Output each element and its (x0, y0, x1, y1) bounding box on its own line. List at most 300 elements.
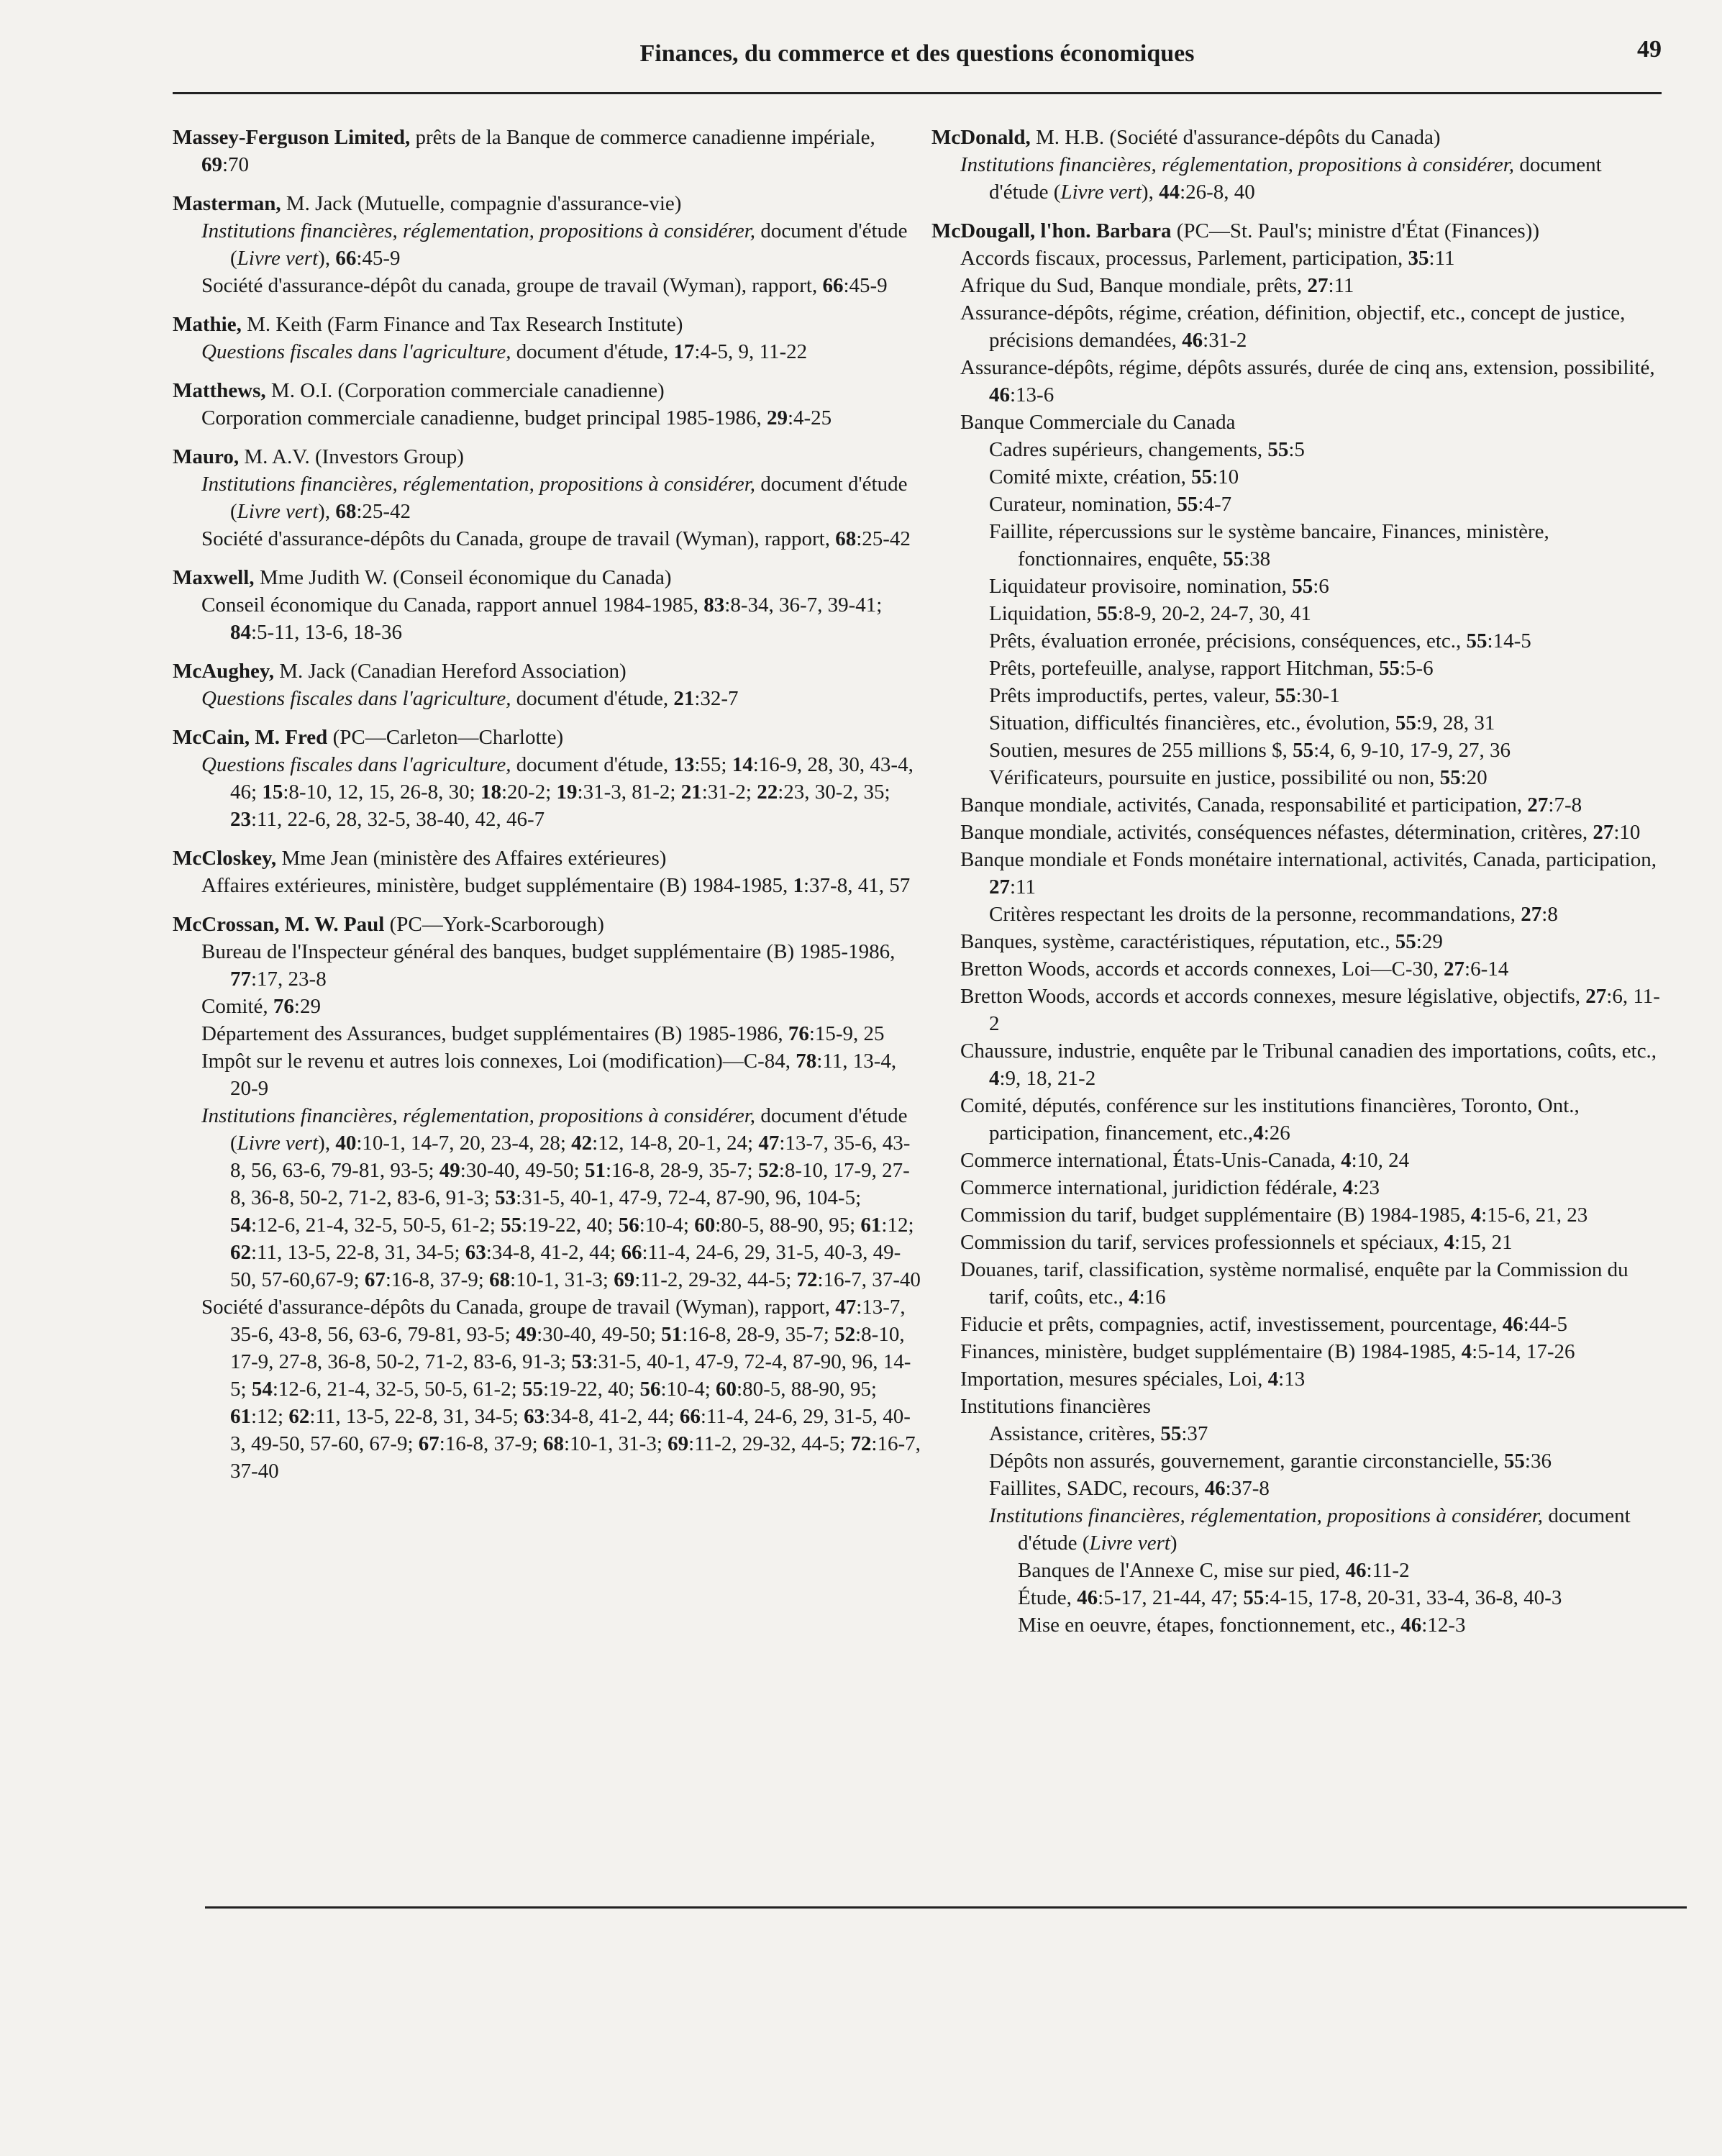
index-subentry (931, 1365, 1665, 1393)
entry-text: Faillite, répercussions sur le système bancaire, Finances, ministère, fonctionnaires, enquête, (989, 520, 1549, 570)
entry-text: :12; (251, 1405, 289, 1428)
entry-text: Banque Commerciale du Canada (960, 411, 1236, 434)
entry-text: Dépôts non assurés, gouvernement, garantie circonstancielle, (989, 1450, 1504, 1473)
index-subentry (931, 1420, 1665, 1447)
entry-text: :20-2; (501, 781, 557, 804)
index-subentry (931, 245, 1665, 272)
reference-number: 55 (1096, 602, 1118, 625)
entry-text: :30-40, 49-50; (537, 1323, 662, 1346)
entry-text: ), (318, 1132, 336, 1155)
entry-text: Prêts, évaluation erronée, précisions, conséquences, etc., (989, 629, 1467, 652)
index-subentry (173, 993, 921, 1020)
entry-text: :13-7, 35-6, 43-8, 56, 63-6, 79-81, 93-5; (230, 1132, 911, 1182)
entry-text: :4, 6, 9-10, 17-9, 27, 36 (1313, 739, 1511, 762)
reference-number: 27 (1444, 958, 1465, 981)
entry-text: :10, 24 (1351, 1149, 1410, 1172)
reference-number: 53 (571, 1350, 593, 1373)
entry-text: Mme Judith W. (Conseil économique du Canada) (254, 566, 672, 589)
entry-text: Mise en oeuvre, étapes, fonctionnement, etc., (1018, 1614, 1401, 1637)
index-subentry (931, 1256, 1665, 1311)
reference-number: 23 (230, 808, 251, 831)
entry-text: Commerce international, États-Unis-Canada, (960, 1149, 1341, 1172)
reference-number: 83 (703, 593, 725, 617)
index-subentry (173, 751, 921, 833)
entry-text: :80-5, 88-90, 95; (715, 1214, 861, 1237)
entry-text: Banques, système, caractéristiques, réputation, etc., (960, 930, 1395, 953)
reference-number: 60 (694, 1214, 716, 1237)
reference-number: 40 (335, 1132, 357, 1155)
index-subentry (931, 791, 1665, 819)
reference-number: 55 (1395, 711, 1416, 734)
entry-text: Bureau de l'Inspecteur général des banques, budget supplémentaire (B) 1985-1986, (201, 940, 896, 963)
reference-number: 27 (1585, 985, 1607, 1008)
index-subentry (931, 627, 1665, 655)
entry-text: Situation, difficultés financières, etc., évolution, (989, 711, 1395, 734)
reference-number: 51 (584, 1159, 606, 1182)
index-subentry (931, 1338, 1665, 1365)
reference-number: 55 (1223, 547, 1244, 570)
index-heading (173, 311, 921, 338)
entry-text: :11 (1010, 875, 1036, 899)
entry-text: Commission du tarif, budget supplémentaire (B) 1984-1985, (960, 1204, 1471, 1227)
reference-number: 55 (521, 1378, 543, 1401)
entry-text: :11-2, 29-32, 44-5; (634, 1268, 797, 1291)
index-subentry (931, 409, 1665, 436)
entry-text: document d'étude, (511, 687, 674, 710)
index-subentry (931, 1229, 1665, 1256)
reference-number: 52 (757, 1159, 779, 1182)
entry-text: :11, 13-5, 22-8, 31, 34-5; (251, 1241, 465, 1264)
bottom-rule (205, 1906, 1687, 1909)
index-subentry (931, 709, 1665, 737)
index-subentry (931, 299, 1665, 354)
reference-number: 55 (1292, 575, 1313, 598)
entry-text: :5 (1288, 438, 1305, 461)
entry-text: Département des Assurances, budget supplémentaires (B) 1985-1986, (201, 1022, 788, 1045)
entry-text: Institutions financières (960, 1395, 1151, 1418)
entry-text: document d'étude ( (989, 153, 1602, 204)
index-subentry (173, 470, 921, 525)
index-subentry (931, 1201, 1665, 1229)
reference-number: 55 (1466, 629, 1488, 652)
reference-number: 42 (571, 1132, 593, 1155)
reference-number: 55 (1267, 438, 1289, 461)
entry-text: :29 (1416, 930, 1443, 953)
entry-text: document d'étude ( (230, 473, 908, 523)
entry-text: Commerce international, juridiction fédérale, (960, 1176, 1343, 1199)
reference-number: McDougall, l'hon. Barbara (931, 219, 1172, 242)
entry-text: (PC—Carleton—Charlotte) (327, 726, 564, 749)
entry-text: Fiducie et prêts, compagnies, actif, investissement, pourcentage, (960, 1313, 1503, 1336)
reference-number: 27 (1593, 821, 1614, 844)
entry-text: :16-7, 37-40 (817, 1268, 921, 1291)
entry-text: M. Jack (Mutuelle, compagnie d'assurance-vie) (281, 192, 682, 215)
document-title: Questions fiscales dans l'agriculture, (201, 753, 511, 776)
document-title: Livre vert (237, 500, 319, 523)
reference-number: McCloskey, (173, 847, 277, 870)
reference-number: 1 (793, 874, 803, 897)
entry-text: :8-34, 36-7, 39-41; (724, 593, 883, 617)
reference-number: 62 (230, 1241, 251, 1264)
entry-text: :11, 22-6, 28, 32-5, 38-40, 42, 46-7 (251, 808, 545, 831)
entry-text: :12-6, 21-4, 32-5, 50-5, 61-2; (272, 1378, 522, 1401)
entry-text: :45-9 (356, 247, 401, 270)
entry-text: :4-15, 17-8, 20-31, 33-4, 36-8, 40-3 (1264, 1586, 1562, 1609)
entry-text: Banque mondiale, activités, Canada, responsabilité et participation, (960, 793, 1528, 817)
entry-text: Comité mixte, création, (989, 465, 1192, 488)
reference-number: 54 (230, 1214, 251, 1237)
reference-number: 55 (1160, 1422, 1182, 1445)
reference-number: 54 (251, 1378, 273, 1401)
entry-text: :32-7 (694, 687, 739, 710)
reference-number: 56 (618, 1214, 639, 1237)
reference-number: 35 (1408, 247, 1429, 270)
entry-text: Mme Jean (ministère des Affaires extérieures) (276, 847, 667, 870)
entry-text: :15, 21 (1454, 1231, 1513, 1254)
entry-text: :26-8, 40 (1180, 181, 1255, 204)
document-title: Questions fiscales dans l'agriculture, (201, 340, 511, 363)
reference-number: Mathie, (173, 313, 242, 336)
entry-text: :11-4, 24-6, 29, 31-5, 40-3, 49-50, 57-60, 67-9; (230, 1405, 911, 1455)
reference-number: 69 (201, 153, 222, 176)
entry-text: :12; (881, 1214, 914, 1237)
entry-text: Prêts improductifs, pertes, valeur, (989, 684, 1275, 707)
reference-number: 47 (758, 1132, 780, 1155)
reference-number: 55 (1293, 739, 1314, 762)
entry-text: Curateur, nomination, (989, 493, 1177, 516)
index-subentry (931, 1611, 1665, 1639)
reference-number: 69 (668, 1432, 689, 1455)
entry-text: :8-10, 12, 15, 26-8, 30; (283, 781, 480, 804)
entry-text: ), (318, 500, 336, 523)
index-subentry (931, 819, 1665, 846)
entry-text: :14-5 (1487, 629, 1531, 652)
reference-number: 76 (788, 1022, 809, 1045)
entry-text: document d'étude, (511, 340, 674, 363)
entry-text: :11, 13-4, 20-9 (230, 1050, 897, 1100)
entry-text: Corporation commerciale canadienne, budget principal 1985-1986, (201, 406, 767, 429)
entry-text: :16-8, 28-9, 35-7; (605, 1159, 758, 1182)
index-heading (931, 124, 1665, 151)
entry-text: Impôt sur le revenu et autres lois connexes, Loi (modification)—C-84, (201, 1050, 796, 1073)
entry-text: document d'étude ( (1018, 1504, 1631, 1555)
entry-text: Chaussure, industrie, enquête par le Tribunal canadien des importations, coûts, etc., (960, 1040, 1657, 1063)
reference-number: 29 (766, 406, 788, 429)
reference-number: 61 (860, 1214, 882, 1237)
entry-text: :11, 13-5, 22-8, 31, 34-5; (309, 1405, 524, 1428)
index-subentry (931, 1037, 1665, 1092)
entry-text: :4-7 (1198, 493, 1232, 516)
entry-text: M. H.B. (Société d'assurance-dépôts du Canada) (1030, 126, 1441, 149)
entry-text: :5-11, 13-6, 18-36 (251, 621, 402, 644)
entry-text: :13 (1278, 1368, 1306, 1391)
entry-text: :11 (1328, 274, 1354, 297)
entry-text: :10 (1212, 465, 1239, 488)
index-entry (173, 377, 921, 432)
index-entry (173, 911, 921, 1485)
entry-text: :10-4; (660, 1378, 716, 1401)
entry-text: document d'étude, (511, 753, 674, 776)
entry-text: Assurance-dépôts, régime, dépôts assurés, durée de cinq ans, extension, possibilité, (960, 356, 1655, 379)
reference-number: 4 (1461, 1340, 1472, 1363)
reference-number: McCain, M. Fred (173, 726, 328, 749)
reference-number: 27 (1307, 274, 1329, 297)
entry-text: M. A.V. (Investors Group) (239, 445, 464, 468)
entry-text: :12-6, 21-4, 32-5, 50-5, 61-2; (251, 1214, 501, 1237)
entry-text: :15-9, 25 (808, 1022, 885, 1045)
document-title: Livre vert (237, 1132, 319, 1155)
reference-number: 46 (1400, 1614, 1422, 1637)
index-heading (173, 377, 921, 404)
document-title: Institutions financières, réglementation, propositions à considérer, (989, 1504, 1544, 1527)
entry-text: :20 (1460, 766, 1488, 789)
entry-text: :31-3, 81-2; (577, 781, 681, 804)
index-entry (173, 124, 921, 178)
reference-number: 63 (465, 1241, 486, 1264)
entry-text: :8-10, 17-9, 27-8, 36-8, 50-2, 71-2, 83-6, 91-3; (230, 1323, 905, 1373)
entry-text: :16-9, 28, 30, 43-4, 46; (230, 753, 914, 804)
reference-number: 49 (439, 1159, 460, 1182)
entry-text: :10-1, 31-3; (510, 1268, 614, 1291)
index-subentry (931, 655, 1665, 682)
reference-number: 68 (542, 1432, 564, 1455)
entry-text: Assistance, critères, (989, 1422, 1161, 1445)
index-subentry (173, 591, 921, 646)
reference-number: 67 (364, 1268, 386, 1291)
index-entry (173, 311, 921, 365)
reference-number: 46 (1077, 1586, 1098, 1609)
index-subentry (931, 1092, 1665, 1147)
reference-number: 14 (732, 753, 753, 776)
index-subentry (173, 1047, 921, 1102)
index-subentry (931, 151, 1665, 206)
reference-number: 4 (1129, 1286, 1139, 1309)
entry-text: ), (318, 247, 336, 270)
entry-text: Bretton Woods, accords et accords connexes, mesure législative, objectifs, (960, 985, 1586, 1008)
index-subentry (931, 518, 1665, 573)
reference-number: 55 (1243, 1586, 1265, 1609)
index-column-right (931, 124, 1665, 1650)
reference-number: 46 (1182, 329, 1203, 352)
reference-number: 4 (1341, 1149, 1352, 1172)
reference-number: 19 (556, 781, 578, 804)
entry-text: Comité, (201, 995, 273, 1018)
entry-text: :8-9, 20-2, 24-7, 30, 41 (1117, 602, 1311, 625)
page-number: 49 (1637, 36, 1662, 63)
reference-number: 66 (335, 247, 357, 270)
entry-text: M. Jack (Canadian Hereford Association) (273, 660, 627, 683)
entry-text: :12, 14-8, 20-1, 24; (592, 1132, 759, 1155)
index-subentry (931, 1447, 1665, 1475)
document-title: Institutions financières, réglementation, propositions à considérer, (201, 219, 756, 242)
entry-text: Douanes, tarif, classification, système normalisé, enquête par la Commission du tarif, coûts, etc., (960, 1258, 1628, 1309)
entry-text: Soutien, mesures de 255 millions $, (989, 739, 1293, 762)
index-heading (931, 217, 1665, 245)
index-subentry (931, 436, 1665, 463)
reference-number: 15 (262, 781, 283, 804)
index-subentry (173, 685, 921, 712)
entry-text: :15-6, 21, 23 (1481, 1204, 1588, 1227)
index-subentry (931, 901, 1665, 928)
index-subentry (931, 764, 1665, 791)
index-subentry (931, 737, 1665, 764)
reference-number: 56 (639, 1378, 661, 1401)
entry-text: Afrique du Sud, Banque mondiale, prêts, (960, 274, 1308, 297)
entry-text: :7-8 (1548, 793, 1582, 817)
reference-number: 55 (1378, 657, 1400, 680)
index-subentry (173, 872, 921, 899)
reference-number: 60 (716, 1378, 737, 1401)
index-subentry (931, 354, 1665, 409)
reference-number: 77 (230, 968, 251, 991)
entry-text: Prêts, portefeuille, analyse, rapport Hitchman, (989, 657, 1379, 680)
entry-text: :11-2, 29-32, 44-5; (688, 1432, 851, 1455)
index-subentry (931, 491, 1665, 518)
entry-text: Faillites, SADC, recours, (989, 1477, 1205, 1500)
entry-text: :9, 18, 21-2 (999, 1067, 1096, 1090)
entry-text: :5-14, 17-26 (1472, 1340, 1575, 1363)
index-entry (173, 190, 921, 299)
index-subentry (931, 1393, 1665, 1420)
entry-text: :17, 23-8 (251, 968, 327, 991)
reference-number: 27 (989, 875, 1010, 899)
document-title: Institutions financières, réglementation, propositions à considérer, (201, 1104, 756, 1127)
reference-number: 55 (1503, 1450, 1525, 1473)
reference-number: 63 (524, 1405, 545, 1428)
index-entry (173, 658, 921, 712)
index-entry (173, 845, 921, 899)
document-title: Livre vert (1060, 181, 1142, 204)
document-title: Institutions financières, réglementation, propositions à considérer, (960, 153, 1515, 176)
reference-number: 76 (273, 995, 294, 1018)
reference-number: Masterman, (173, 192, 281, 215)
entry-text: :25-42 (856, 527, 911, 550)
entry-text: :13-6 (1010, 383, 1054, 406)
reference-number: 4 (1253, 1122, 1264, 1145)
entry-text: :23 (1352, 1176, 1380, 1199)
entry-text: :80-5, 88-90, 95; (737, 1378, 877, 1401)
reference-number: 27 (1521, 903, 1542, 926)
reference-number: 52 (834, 1323, 856, 1346)
index-subentry (931, 573, 1665, 600)
entry-text: Conseil économique du Canada, rapport annuel 1984-1985, (201, 593, 704, 617)
document-title: Livre vert (1089, 1532, 1170, 1555)
reference-number: 51 (661, 1323, 683, 1346)
entry-text: Banque mondiale, activités, conséquences néfastes, détermination, critères, (960, 821, 1593, 844)
entry-text: Commission du tarif, services professionnels et spéciaux, (960, 1231, 1444, 1254)
entry-text: Société d'assurance-dépôts du Canada, groupe de travail (Wyman), rapport, (201, 527, 836, 550)
entry-text: :25-42 (356, 500, 411, 523)
index-subentry (931, 1502, 1665, 1557)
index-heading (173, 658, 921, 685)
entry-text: :31-2; (701, 781, 757, 804)
reference-number: 17 (673, 340, 695, 363)
entry-text: :16-8, 37-9; (385, 1268, 490, 1291)
document-title: Institutions financières, réglementation, propositions à considérer, (201, 473, 756, 496)
entry-text: :44-5 (1523, 1313, 1567, 1336)
entry-text: Banques de l'Annexe C, mise sur pied, (1018, 1559, 1346, 1582)
reference-number: 55 (1191, 465, 1213, 488)
entry-text: :11 (1429, 247, 1455, 270)
entry-text: :6-14 (1464, 958, 1509, 981)
entry-text: :70 (222, 153, 250, 176)
page-header (173, 36, 1662, 94)
entry-text: Liquidation, (989, 602, 1097, 625)
reference-number: 47 (835, 1296, 857, 1319)
reference-number: 46 (1502, 1313, 1523, 1336)
index-column-left (173, 124, 921, 1496)
index-subentry (931, 1475, 1665, 1502)
entry-text: :31-5, 40-1, 47-9, 72-4, 87-90, 96, 104-5; (516, 1186, 862, 1209)
entry-text: Accords fiscaux, processus, Parlement, participation, (960, 247, 1408, 270)
reference-number: Mauro, (173, 445, 240, 468)
index-heading (173, 845, 921, 872)
entry-text: :29 (293, 995, 321, 1018)
entry-text: :10-4; (639, 1214, 695, 1237)
reference-number: 55 (1439, 766, 1461, 789)
reference-number: Matthews, (173, 379, 266, 402)
reference-number: 46 (989, 383, 1010, 406)
entry-text: :30-1 (1295, 684, 1340, 707)
entry-text: :10-1, 14-7, 20, 23-4, 28; (356, 1132, 572, 1155)
entry-text: :11-2 (1366, 1559, 1410, 1582)
entry-text: (PC—St. Paul's; ministre d'État (Finances)) (1171, 219, 1539, 242)
entry-text: :10 (1613, 821, 1641, 844)
index-subentry (931, 272, 1665, 299)
entry-text: :26 (1263, 1122, 1290, 1145)
entry-text: Liquidateur provisoire, nomination, (989, 575, 1293, 598)
index-subentry (931, 1557, 1665, 1584)
index-subentry (931, 928, 1665, 955)
entry-text: :8-10, 17-9, 27-8, 36-8, 50-2, 71-2, 83-6, 91-3; (230, 1159, 910, 1209)
reference-number: 55 (1275, 684, 1296, 707)
reference-number: 46 (1345, 1559, 1367, 1582)
reference-number: 21 (673, 687, 695, 710)
reference-number: 27 (1527, 793, 1549, 817)
entry-text: prêts de la Banque de commerce canadienne impériale, (410, 126, 875, 149)
index-subentry (931, 846, 1665, 901)
entry-text: :36 (1524, 1450, 1552, 1473)
reference-number: 21 (680, 781, 702, 804)
reference-number: 68 (335, 500, 357, 523)
reference-number: 66 (822, 274, 844, 297)
index-heading (173, 443, 921, 470)
reference-number: Massey-Ferguson Limited, (173, 126, 411, 149)
entry-text: :37-8, 41, 57 (803, 874, 911, 897)
reference-number: 72 (850, 1432, 872, 1455)
entry-text: :5-6 (1399, 657, 1434, 680)
entry-text: Importation, mesures spéciales, Loi, (960, 1368, 1268, 1391)
reference-number: 62 (288, 1405, 310, 1428)
reference-number: 4 (1470, 1204, 1482, 1227)
entry-text: :23, 30-2, 35; (778, 781, 890, 804)
entry-text: :10-1, 31-3; (563, 1432, 668, 1455)
entry-text: Bretton Woods, accords et accords connexes, Loi—C-30, (960, 958, 1444, 981)
entry-text: :4-25 (787, 406, 832, 429)
reference-number: 22 (757, 781, 778, 804)
entry-text: :16 (1139, 1286, 1166, 1309)
index-subentry (931, 1147, 1665, 1174)
reference-number: 55 (1395, 930, 1416, 953)
index-subentry (931, 955, 1665, 983)
index-subentry (931, 1174, 1665, 1201)
entry-text: :6, 11-2 (989, 985, 1660, 1035)
reference-number: McDonald, (931, 126, 1031, 149)
index-heading (173, 124, 921, 178)
entry-text: Finances, ministère, budget supplémentaire (B) 1984-1985, (960, 1340, 1462, 1363)
reference-number: McAughey, (173, 660, 274, 683)
reference-number: 44 (1159, 181, 1180, 204)
